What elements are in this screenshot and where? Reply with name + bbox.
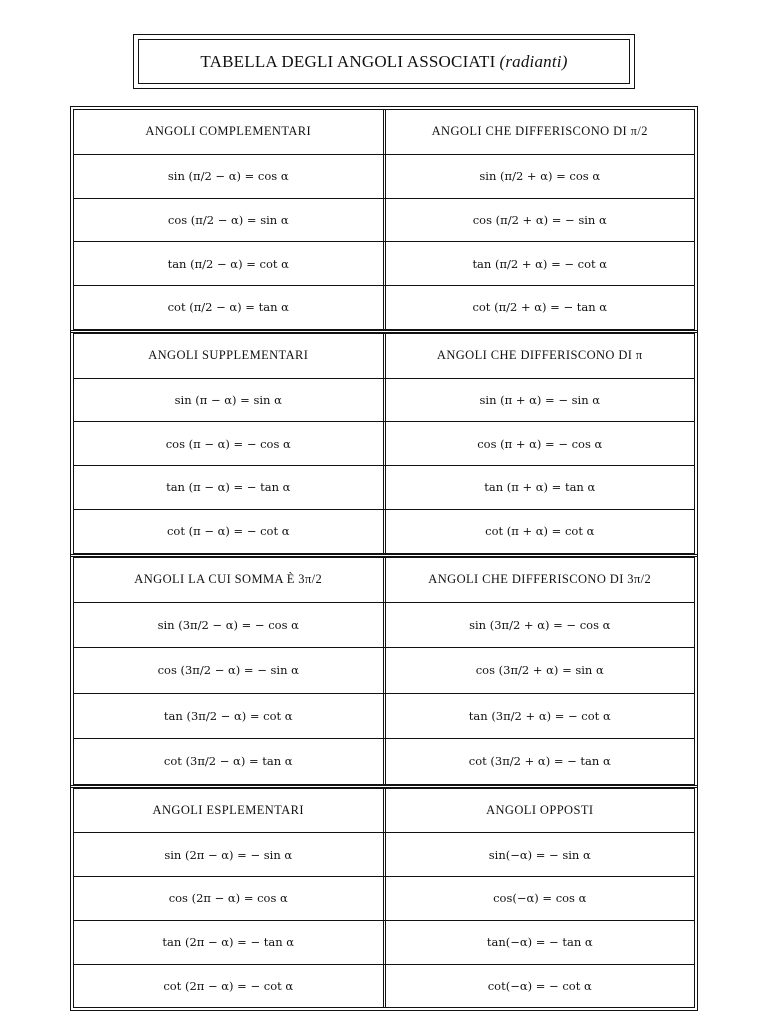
section-complementary [73, 109, 695, 330]
table-row [74, 285, 694, 329]
right-header: ANGOLI OPPOSTI [486, 802, 594, 817]
section-three-pi-halves [73, 557, 695, 785]
formula-cell: sin (π − α) = sin α [74, 379, 386, 422]
formula-cell: cos (3π/2 + α) = sin α [475, 663, 604, 678]
section-header-row [74, 789, 694, 833]
formula-cell: cos (3π/2 − α) = − sin α [74, 648, 386, 693]
section-explementary [73, 788, 695, 1009]
title-sub: (radianti) [499, 51, 568, 71]
right-header: ANGOLI CHE DIFFERISCONO DI π/2 [431, 124, 648, 139]
formula-cell: sin (3π/2 + α) = − cos α [469, 617, 611, 632]
table-row [74, 693, 694, 739]
formula-cell: cos (π − α) = − cos α [74, 422, 386, 465]
formula-cell: cos (π/2 + α) = − sin α [472, 212, 607, 227]
table-row [74, 378, 694, 422]
left-header: ANGOLI SUPPLEMENTARI [74, 334, 386, 378]
table-row [74, 198, 694, 242]
page-title [138, 39, 630, 84]
formula-cell: tan (π/2 − α) = cot α [74, 242, 386, 285]
formula-cell: cos (2π − α) = cos α [74, 877, 386, 920]
formula-cell: sin (2π − α) = − sin α [74, 833, 386, 876]
table-row [74, 647, 694, 693]
formula-cell: cot (π/2 − α) = tan α [74, 286, 386, 329]
formula-cell: sin (π/2 − α) = cos α [74, 155, 386, 198]
left-header: ANGOLI ESPLEMENTARI [74, 789, 386, 833]
formula-cell: tan (3π/2 + α) = − cot α [468, 708, 611, 723]
table-row [74, 920, 694, 964]
formula-cell: sin(−α) = − sin α [488, 847, 591, 862]
table-row [74, 964, 694, 1008]
formula-cell: tan (π/2 + α) = − cot α [472, 256, 608, 271]
table-row [74, 421, 694, 465]
table-row [74, 241, 694, 285]
formula-cell: tan(−α) = − tan α [486, 935, 593, 950]
formula-cell: cot (π/2 + α) = − tan α [472, 300, 608, 315]
formula-cell: tan (π − α) = − tan α [74, 466, 386, 509]
formula-cell: cot (π + α) = cot α [485, 524, 595, 539]
title-main: TABELLA DEGLI ANGOLI ASSOCIATI [200, 51, 496, 71]
formula-cell: sin (π/2 + α) = cos α [479, 169, 601, 184]
section-header-row [74, 334, 694, 378]
section-supplementary [73, 333, 695, 554]
formula-cell: cos (π/2 − α) = sin α [74, 199, 386, 242]
table-row [74, 602, 694, 648]
left-header: ANGOLI LA CUI SOMMA È 3π/2 [74, 558, 386, 602]
title-box [133, 34, 635, 89]
formula-cell: cot (2π − α) = − cot α [74, 965, 386, 1008]
table-row [74, 509, 694, 553]
section-header-row [74, 558, 694, 602]
formula-cell: tan (3π/2 − α) = cot α [74, 694, 386, 739]
formula-cell: cot(−α) = − cot α [487, 978, 592, 993]
formula-cell: cos(−α) = cos α [493, 891, 587, 906]
formula-cell: cot (3π/2 − α) = tan α [74, 739, 386, 784]
associated-angles-table [70, 106, 698, 1008]
right-header: ANGOLI CHE DIFFERISCONO DI π [436, 348, 643, 363]
table-row [74, 465, 694, 509]
formula-cell: sin (3π/2 − α) = − cos α [74, 603, 386, 648]
right-header: ANGOLI CHE DIFFERISCONO DI 3π/2 [428, 572, 652, 586]
left-header: ANGOLI COMPLEMENTARI [74, 110, 386, 154]
formula-cell: cos (π + α) = − cos α [477, 436, 603, 451]
formula-cell: tan (2π − α) = − tan α [74, 921, 386, 964]
formula-cell: cot (π − α) = − cot α [74, 510, 386, 553]
table-row [74, 154, 694, 198]
section-header-row [74, 110, 694, 154]
table-row [74, 876, 694, 920]
table-row [74, 832, 694, 876]
formula-cell: sin (π + α) = − sin α [479, 392, 601, 407]
table-row [74, 738, 694, 784]
formula-cell: cot (3π/2 + α) = − tan α [468, 754, 611, 769]
formula-cell: tan (π + α) = tan α [484, 480, 596, 495]
